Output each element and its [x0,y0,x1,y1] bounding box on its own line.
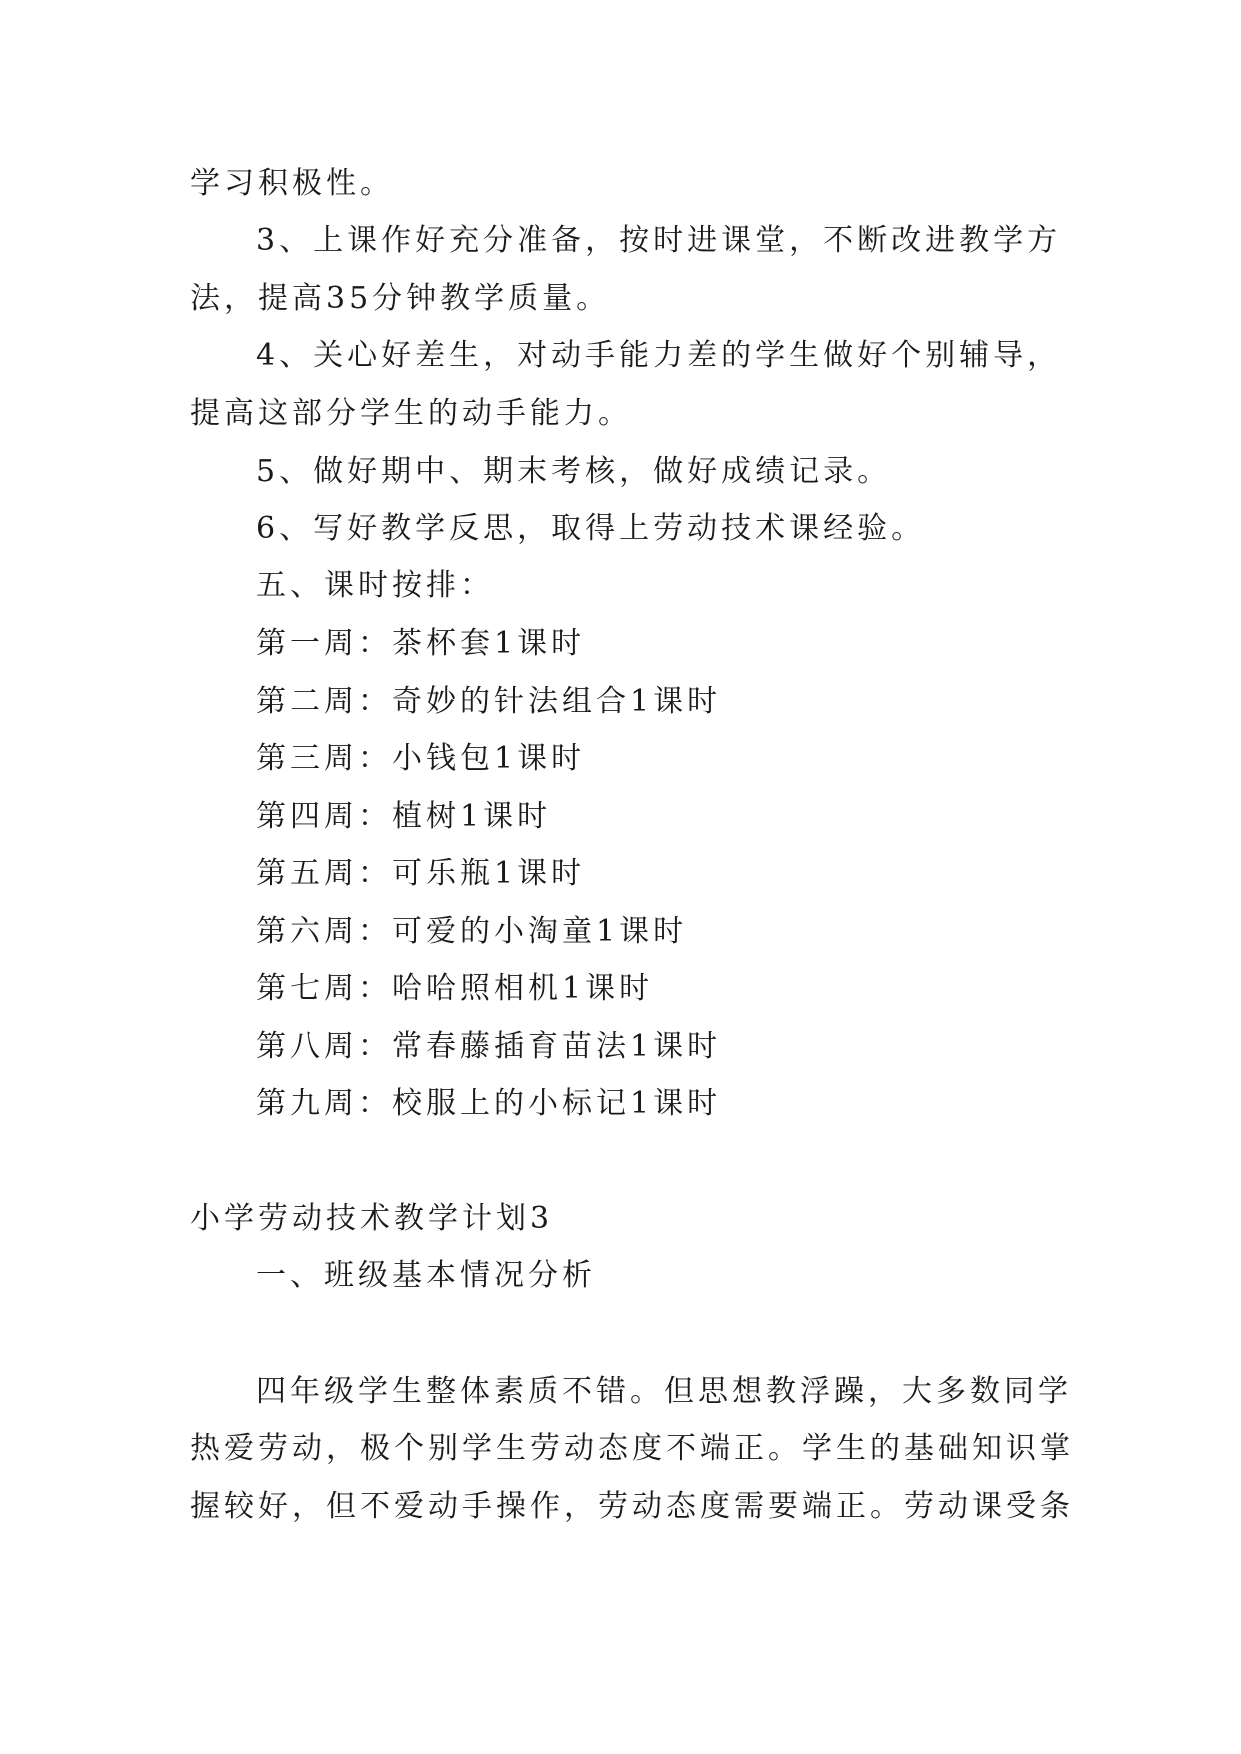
paragraph-line: 握较好，但不爱动手操作，劳动态度需要端正。劳动课受条 [190,1489,1074,1524]
list-item-6: 6、写好教学反思，取得上劳动技术课经验。 [256,511,926,546]
document-title: 小学劳动技术教学计划3 [190,1201,554,1236]
section-heading: 五、课时按排： [256,568,494,603]
schedule-item: 第五周：可乐瓶1课时 [256,856,586,891]
paragraph-line: 热爱劳动，极个别学生劳动态度不端正。学生的基础知识掌 [190,1431,1074,1466]
section-heading: 一、班级基本情况分析 [256,1258,596,1293]
schedule-item: 第二周：奇妙的针法组合1课时 [256,684,722,719]
paragraph-line: 法，提高35分钟教学质量。 [190,281,611,316]
paragraph-line: 四年级学生整体素质不错。但思想教浮躁，大多数同学 [256,1374,1072,1409]
schedule-item: 第八周：常春藤插育苗法1课时 [256,1029,722,1064]
list-item-3: 3、上课作好充分准备，按时进课堂，不断改进教学方 [256,223,1062,258]
schedule-item: 第九周：校服上的小标记1课时 [256,1086,722,1121]
schedule-item: 第三周：小钱包1课时 [256,741,586,776]
schedule-item: 第七周：哈哈照相机1课时 [256,971,654,1006]
schedule-item: 第四周：植树1课时 [256,799,552,834]
schedule-item: 第六周：可爱的小淘童1课时 [256,914,688,949]
paragraph-line: 提高这部分学生的动手能力。 [190,396,632,431]
list-item-5: 5、做好期中、期末考核，做好成绩记录。 [256,454,892,489]
list-item-4: 4、关心好差生，对动手能力差的学生做好个别辅导， [256,338,1062,373]
paragraph-line: 学习积极性。 [190,166,394,201]
schedule-item: 第一周：茶杯套1课时 [256,626,586,661]
